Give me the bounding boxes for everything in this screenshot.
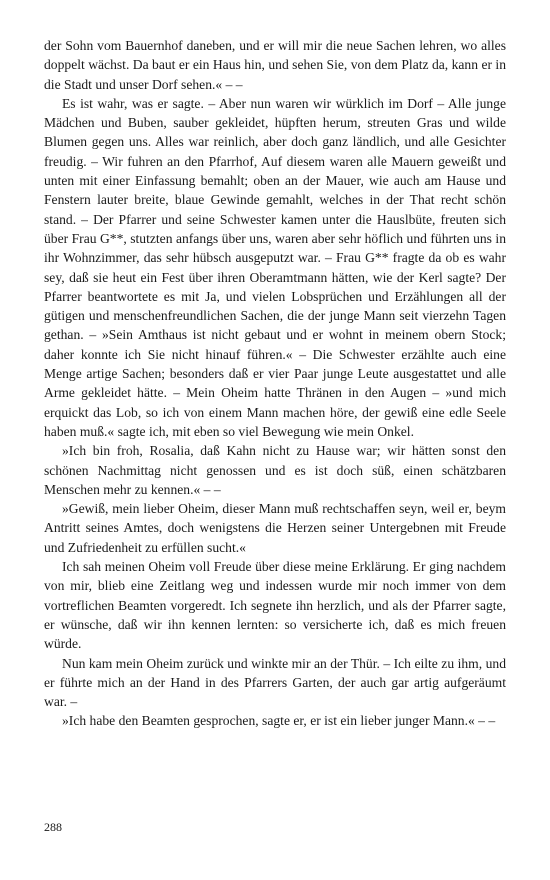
paragraph-6: Nun kam mein Oheim zurück und winkte mir an der Thür. – Ich eilte zu ihm, und er führte mich an der Hand in des Pfarrers Garten, der auch gar artig aufgeräumt war. – bbox=[44, 655, 506, 710]
paragraph-7: »Ich habe den Beamten gesprochen, sagte er, er ist ein lieber junger Mann.« – – bbox=[62, 713, 496, 729]
page-body bbox=[44, 36, 506, 731]
paragraph-3: »Ich bin froh, Rosalia, daß Kahn nicht zu Hause war; wir hätten sonst den schönen Nachmittag nicht genossen und es ist doch süß, einen schätzbaren Menschen mehr zu kennen.« – – bbox=[44, 443, 506, 497]
paragraph-1: der Sohn vom Bauernhof daneben, und er will mir die neue Sachen lehren, wo alles doppelt wächst. Da baut er ein Haus hin, und sehen Sie, von dem Platz da, kann er in die Stadt und unser Dorf sehen.« – – bbox=[44, 38, 506, 92]
paragraph-4: »Gewiß, mein lieber Oheim, dieser Mann muß rechtschaffen seyn, weil er, beym Antritt seines Amtes, doch wenigstens die Herzen seiner Untergebnen mit Freude und Zufriedenheit zu erfüllen sucht.« bbox=[44, 501, 506, 555]
page-number: 288 bbox=[44, 820, 62, 834]
paragraph-5: Ich sah meinen Oheim voll Freude über diese meine Erklärung. Er ging nachdem von mir, blieb eine Zeitlang weg und indessen wurde mir noch immer von dem vortreflichen Beamten vorgeredt. Ich segnete ihn herzlich, und als der Pfarrer sagte, er wünsche, daß wir ihn kennen lernten: so versicherte ich, daß es mich freuen würde. bbox=[44, 559, 506, 652]
paragraph-2: Es ist wahr, was er sagte. – Aber nun waren wir würklich im Dorf – Alle junge Mädchen und Buben, sauber gekleidet, hüpften herum, streuten Gras und wilde Blumen gegen uns. Alles war reinlich, aber doch ganz ländlich, und alle Gesichter freudig. – Wir fuhren an den Pfarrhof, Auf diesem waren alle Mauern geweißt und unten mit einer Einfassung bemahlt; oben an der Mauer, wie auch am Hause und Fenstern lauter breite, blaue Gewinde gemahlt, welches in der That recht schön stand. – Der Pfarrer und seine Schwester kamen unter die Hauslbüte, freuten sich über Frau G**, stutzten anfangs über uns, waren aber sehr höflich und führten uns in ihr Wohnzimmer, das sehr hübsch ausgeputzt war. – Frau G** fragte da ob es wahr sey, daß sie heut ein Fest über ihren Oberamtmann hätten, wie der Kerl sagte? Der Pfarrer beantwortete es mit Ja, und vielen Lobsprüchen und Erzählungen all der gütigen und menschenfreundlichen Sachen, die der junge Mann seit vierzehn Tagen gethan. – »Sein Amthaus ist nicht gebaut und er wohnt in meinem obern Stock; daher konnte ich Sie nicht hinauf führen.« – Die Schwester erzählte auch eine Menge artige Sachen; besonders daß er vier Paar junge Leute ausgestattet und alle Arme gekleidet hätte. – Mein Oheim hatte Thränen in den Augen – »und mich erquickt das Lob, so ich von einem Mann machen höre, der gewiß eine edle Seele haben muß.« sagte ich, mit eben so viel Bewegung wie mein Onkel. bbox=[44, 95, 506, 439]
